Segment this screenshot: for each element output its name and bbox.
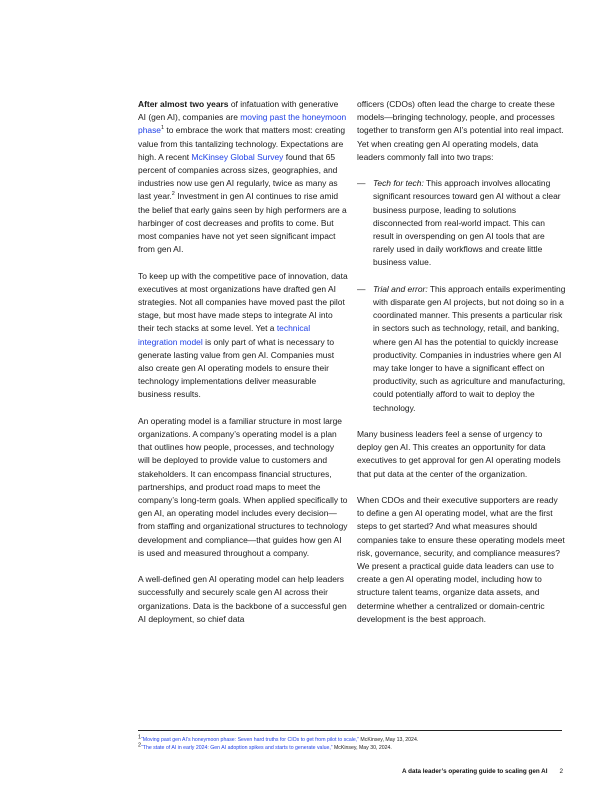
- footnote-divider: [138, 730, 562, 731]
- footnote-number: 2: [138, 742, 142, 749]
- lead-in: After almost two years: [138, 99, 229, 109]
- bullet-text: [373, 283, 567, 415]
- urgency-paragraph: Many business leaders feel a sense of urgency to deploy gen AI. This creates an opportunity for data executives to get approval for gen AI operating models that put data at the center of the organization.: [357, 429, 561, 479]
- footnote-source: McKinsey, May 13, 2024.: [358, 737, 419, 743]
- dash-marker: —: [357, 178, 366, 189]
- footnotes: [138, 736, 562, 753]
- body-text: is only part of what is necessary to generate lasting value from gen AI. Companies must also create gen AI operating models to ensure their technology implementations deliver measurable business results.: [138, 336, 335, 400]
- next-steps-paragraph: When CDOs and their executive supporters are ready to define a gen AI operating model, what are the first steps to get started? And what measures should companies take to ensure these operating models meet risk, governance, security, and compliance measures? We present a practical guide data leaders can use to create a gen AI operating model, including how to structure talent teams, organize data assets, and determine whether a centralized or domain-centric development is the best approach.: [357, 495, 565, 624]
- link-technical-integration-model[interactable]: technical integration model: [138, 323, 311, 347]
- footnote-2-link[interactable]: “The state of AI in early 2024: Gen AI adoption spikes and starts to generate value,”: [141, 745, 333, 752]
- page-number: 2: [559, 768, 563, 775]
- dash-marker: —: [357, 283, 366, 294]
- bullet-trial-and-error: [357, 283, 567, 415]
- footnote-ref-2[interactable]: 2: [171, 191, 175, 198]
- link-global-survey[interactable]: McKinsey Global Survey: [191, 151, 284, 162]
- page-footer: [350, 767, 563, 776]
- bullet-tech-for-tech: [357, 177, 567, 269]
- innovation-paragraph: [138, 270, 348, 402]
- cdo-paragraph: officers (CDOs) often lead the charge to create these models—bringing technology, people, and processes together to transform gen AI’s potential into real impact. Yet when creating gen AI operating models, data leaders commonly fall into two traps:: [357, 99, 564, 162]
- footnote-number: 1: [138, 734, 142, 741]
- link-honeymoon-phase[interactable]: moving past the honeymoon phase: [138, 112, 347, 136]
- bullet-term: Tech for tech:: [373, 178, 424, 189]
- footnote-source: McKinsey, May 30, 2024.: [332, 745, 392, 752]
- footnote-2: [138, 744, 562, 752]
- bullet-text: [373, 177, 567, 269]
- footer-title: A data leader’s operating guide to scaling gen AI: [402, 768, 548, 775]
- left-column: [138, 98, 348, 639]
- body-text: To keep up with the competitive pace of innovation, data executives at most organizations have drafted gen AI strategies. Not all companies have moved past the pilot stage, but most have made steps to integrate AI into their tech stacks at some level. Yet a: [138, 270, 348, 334]
- footnote-1: [138, 736, 562, 744]
- body-text: to embrace the work that matters most: creating value from this tantalizing technology. Expectations are high. A recent: [138, 125, 346, 162]
- body-text: of infatuation with generative AI (gen AI), companies are: [138, 99, 339, 123]
- body-text: found that 65 percent of companies across sizes, geographies, and industries now use gen AI regularly, twice as many as last year.: [138, 151, 338, 202]
- body-text: Investment in gen AI continues to rise amid the belief that early gains seen by high performers are a harbinger of cost decreases and profits to come. But most companies have not yet seen significant impact from gen AI.: [138, 191, 347, 255]
- bullet-body: This approach entails experimenting with disparate gen AI projects, but not doing so in a coordinated manner. This presents a particular risk in sectors such as technology, retail, and banking, where gen AI has the potential to quickly increase productivity. Companies in industries where gen AI may take longer to have a significant effect on productivity, such as agriculture and manufacturing, could potentially afford to wait to deploy the technology.: [373, 283, 566, 413]
- operating-model-paragraph: An operating model is a familiar structure in most large organizations. A company’s operating model is a plan that outlines how people, processes, and technology will be deployed to provide value to customers and stakeholders. It can encompass financial structures, partnerships, and product road maps to meet the company’s long-term goals. When applied specifically to gen AI, an operating model includes every decision—from staffing and organizational structures to technology development and compliance—that guides how gen AI is used and measured throughout a company.: [138, 415, 348, 558]
- right-column: [357, 98, 567, 639]
- bullet-term: Trial and error:: [373, 283, 428, 294]
- well-defined-paragraph: A well-defined gen AI operating model can help leaders successfully and securely scale gen AI across their organizations. Data is the backbone of a successful gen AI deployment, so chief data: [138, 574, 347, 624]
- footnote-1-link[interactable]: “Moving past gen AI’s honeymoon phase: Seven hard truths for CIOs to get from pilot to scale,”: [141, 737, 359, 743]
- intro-paragraph: [138, 98, 348, 256]
- bullet-body: This approach involves allocating significant resources toward gen AI without a clear business purpose, leading to solutions disconnected from real-world impact. This can result in overspending on gen AI tools that are rarely used in daily workflows and create little business value.: [373, 178, 561, 268]
- footnote-ref-1[interactable]: 1: [161, 125, 165, 132]
